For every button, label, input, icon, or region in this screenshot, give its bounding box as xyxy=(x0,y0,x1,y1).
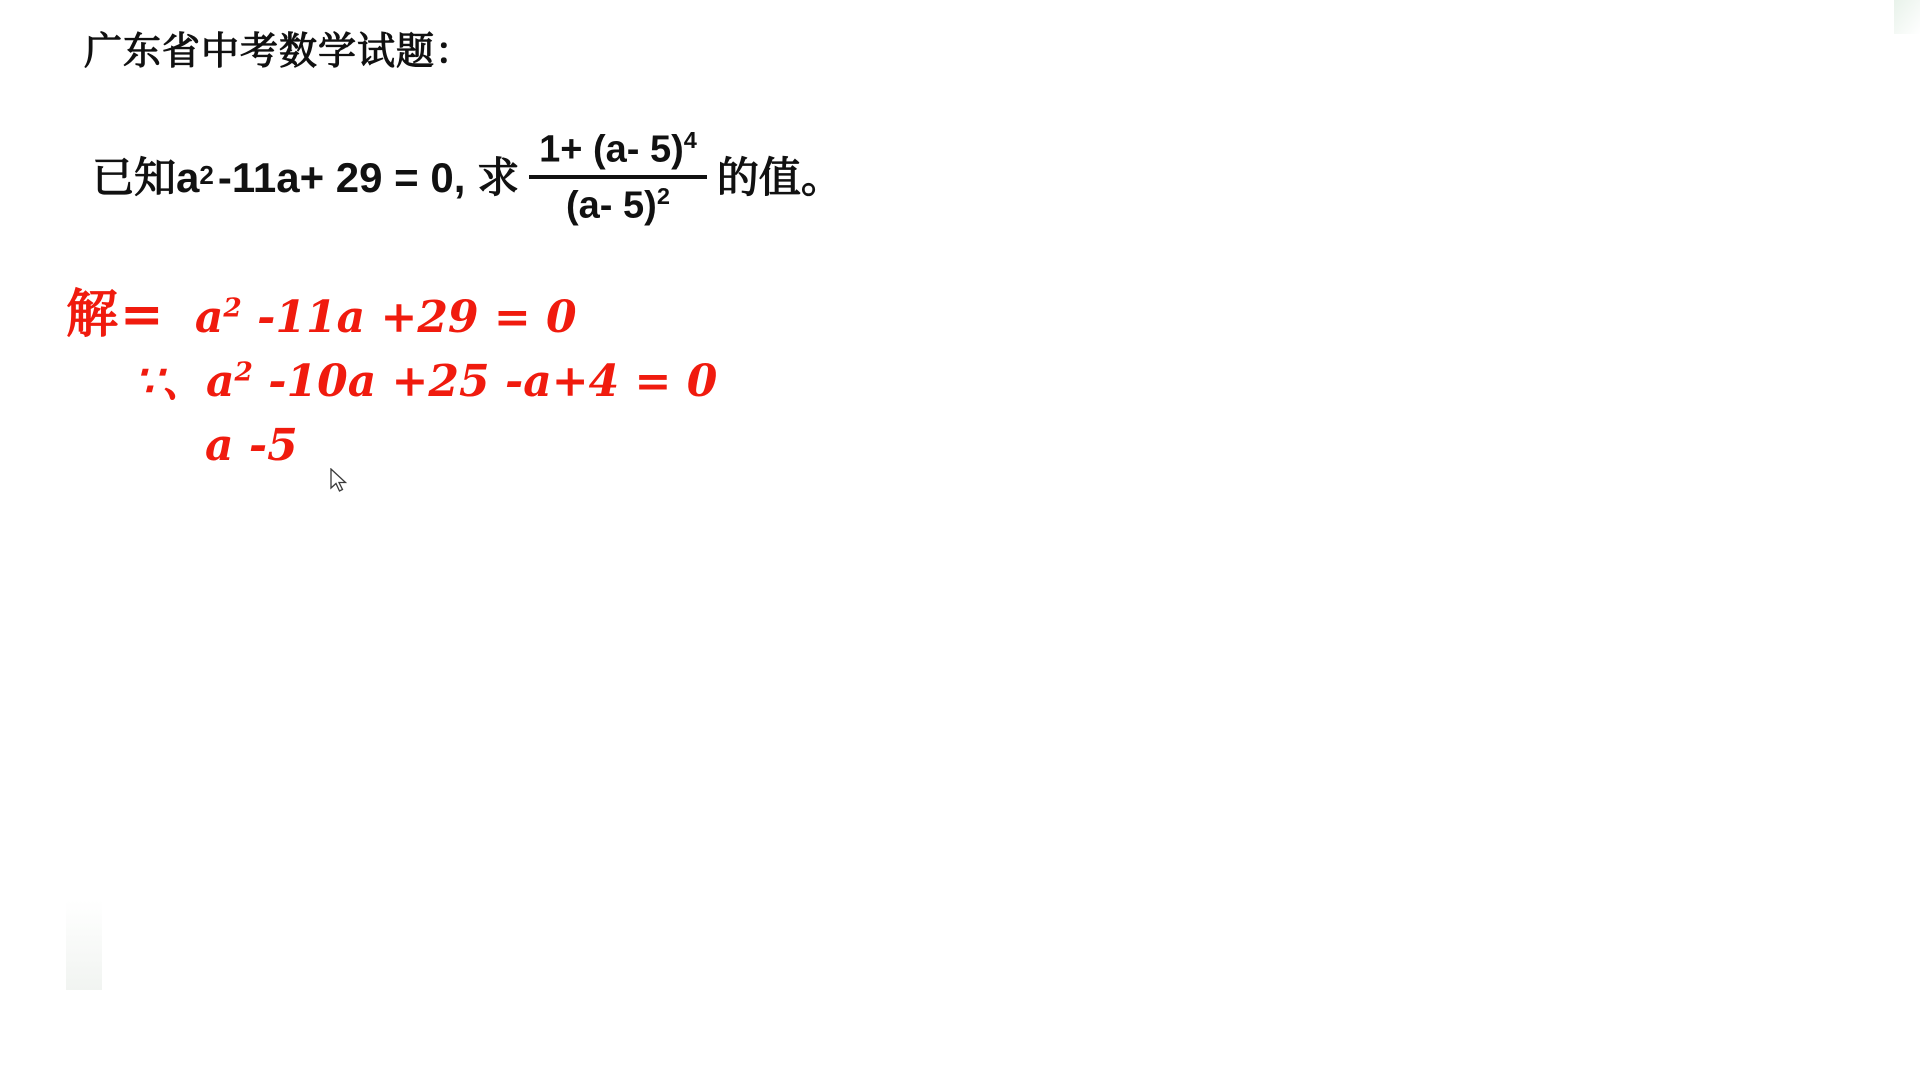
fraction-denominator-exponent: 2 xyxy=(656,183,670,210)
ink-solution-line-2 xyxy=(134,345,717,409)
ink-line1-lead: a xyxy=(194,292,224,343)
ink-solution-line-3: a -5 xyxy=(205,420,298,471)
fraction-denominator xyxy=(556,179,680,227)
problem-statement xyxy=(92,125,843,225)
ink-solution-line-1 xyxy=(66,272,577,347)
ink-line2-rest: -10a +25 -a+4 = 0 xyxy=(268,356,718,407)
fraction-numerator xyxy=(529,127,707,175)
fraction-numerator-exponent: 4 xyxy=(683,127,697,153)
problem-given-exponent: 2 xyxy=(199,159,214,190)
problem-suffix: 的值。 xyxy=(716,154,843,202)
ink-line1-exponent: 2 xyxy=(223,292,242,324)
fraction-denominator-lead: (a- 5) xyxy=(566,184,657,227)
problem-title: 广东省中考数学试题： xyxy=(84,31,475,73)
ink-line1-rest: -11a +29 = 0 xyxy=(257,292,577,343)
ink-line2-exponent: 2 xyxy=(234,356,253,388)
problem-given-rest: -11a+ 29 = 0, 求 xyxy=(217,154,520,202)
ink-line2-lead: ∵、a xyxy=(134,356,235,407)
fraction-numerator-lead: 1+ (a- 5) xyxy=(539,128,684,171)
problem-fraction xyxy=(529,127,707,227)
problem-given-prefix: 已知a xyxy=(92,154,200,202)
top-right-edge-tint xyxy=(1894,0,1920,34)
left-edge-strip xyxy=(0,0,4,1080)
mouse-pointer-icon xyxy=(330,468,348,494)
bottom-left-edge-tint xyxy=(66,900,102,990)
ink-solve-label: 解= xyxy=(66,285,166,345)
